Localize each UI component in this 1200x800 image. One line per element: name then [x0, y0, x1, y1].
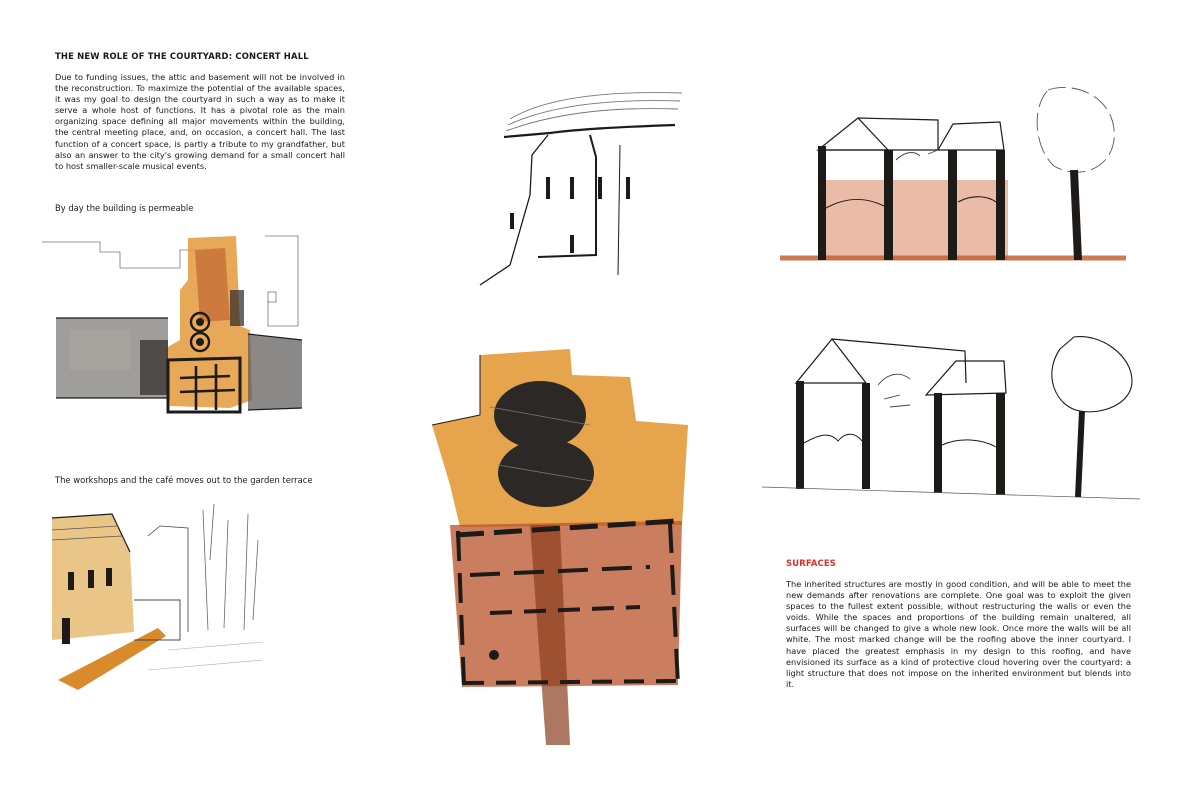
courtyard-plan-sketch — [420, 345, 700, 750]
plan-sketch-day — [40, 230, 310, 425]
caption-workshops-garden: The workshops and the café moves out to the garden terrace — [55, 475, 313, 485]
concert-hall-paragraph: Due to funding issues, the attic and basement will not be involved in the reconstruction. To maximize the potential of the available spaces, it was my goal to design the courtyard in such a way as to make it serve a whole host of functions. It has a pivotal role as the main organizing space defining all major movements within the building, the central meeting place, and, on occasion, a concert hall. The last function of a concert space, is partly a tribute to my grandfather, but also an answer to the city's growing demand for a small concert hall to host smaller-scale musical events. — [55, 72, 345, 171]
caption-day-permeable: By day the building is permeable — [55, 203, 194, 213]
facade-sketch-colored — [778, 80, 1148, 270]
section-heading-concert-hall: THE NEW ROLE OF THE COURTYARD: CONCERT HALL — [55, 51, 309, 61]
roof-cloud-sketch — [470, 85, 690, 295]
surfaces-paragraph: The inherited structures are mostly in good condition, and will be able to meet the new demands after renovations are complete. One goal was to exploit the given spaces to the fullest extent possible, without restructuring the walls or even the voids. While the spaces and proportions of the building remain unaltered, all surfaces will be changed to give a whole new look. Once more the walls will be all white. The most marked change will be the roofing above the inner courtyard. I have placed the greatest emphasis in my design to this roofing, and have envisioned its surface as a kind of protective cloud hovering over the courtyard: a light structure that does not impose on the inherited environment but blends into it. — [786, 579, 1131, 689]
facade-sketch-outline — [760, 335, 1150, 510]
section-heading-surfaces: SURFACES — [786, 558, 837, 568]
garden-terrace-sketch — [48, 500, 268, 700]
